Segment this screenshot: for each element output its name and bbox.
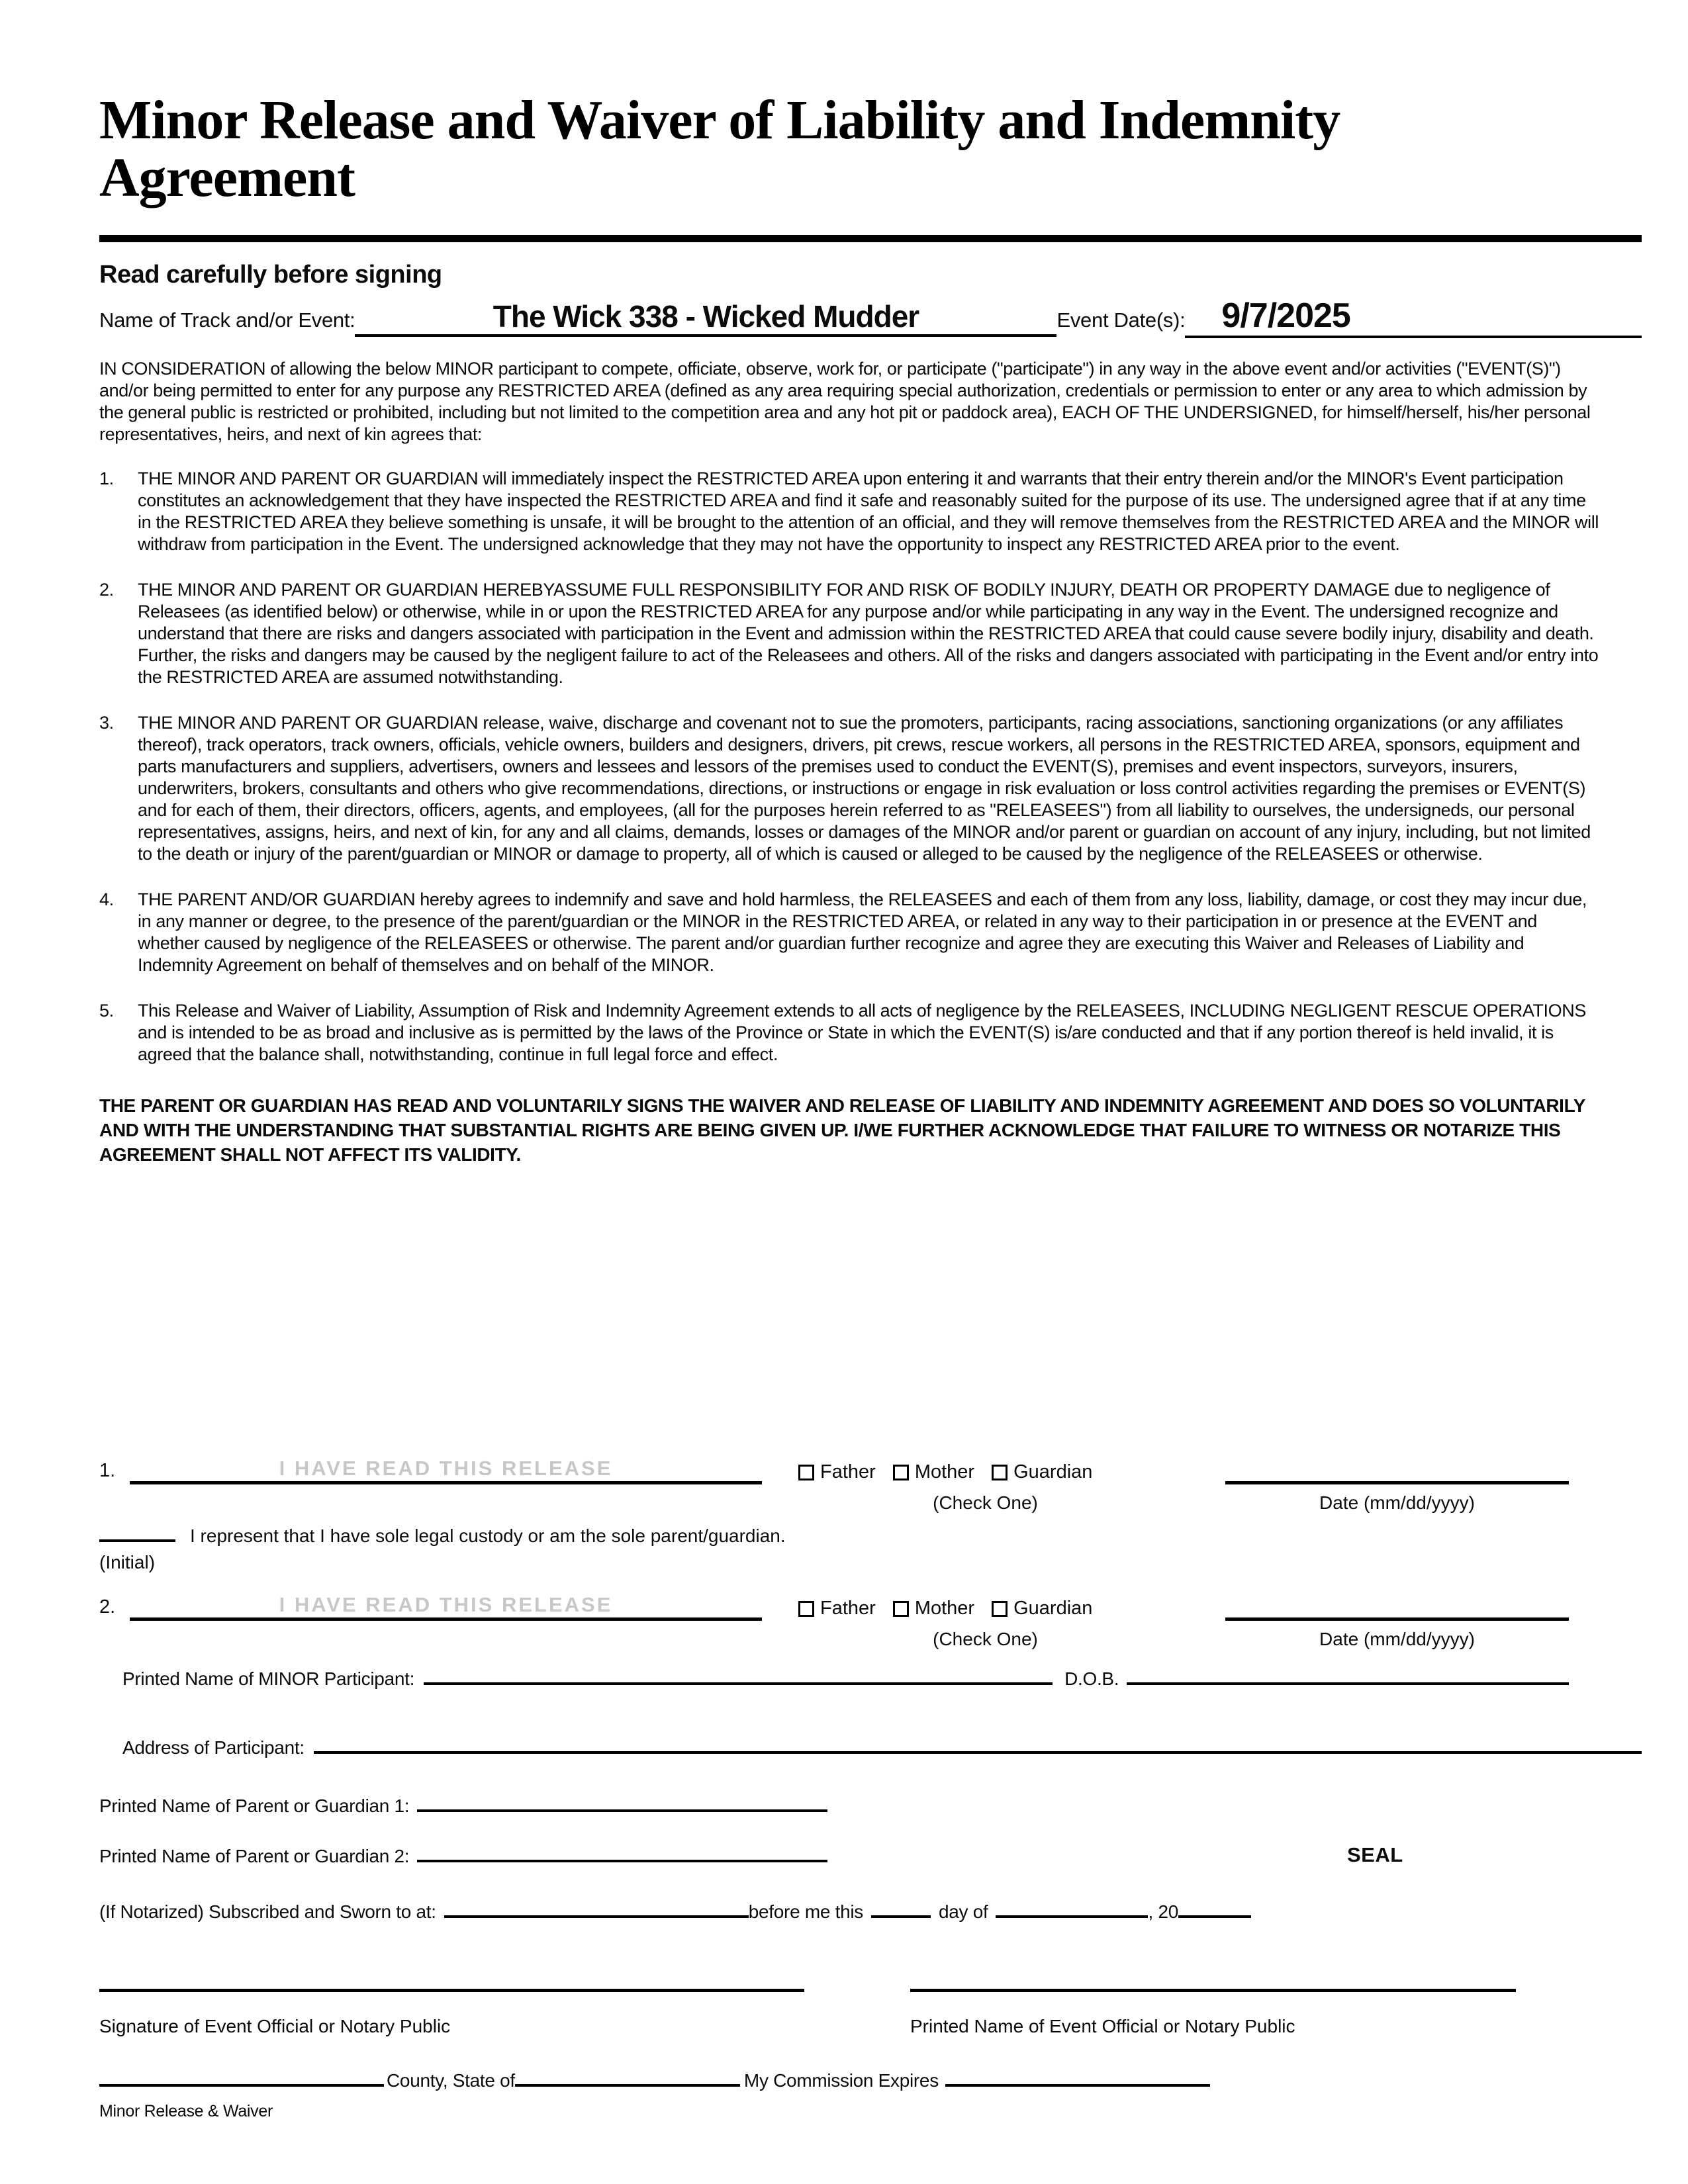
mother-checkbox-1[interactable] [893, 1465, 909, 1480]
commission-date-field[interactable] [945, 2084, 1210, 2087]
consideration-paragraph: IN CONSIDERATION of allowing the below MINOR participant to compete, officiate, observe, work for, or participate ("participate") in any way in the above event and/or activities ("EVENT(S)") and/or being permitted to enter for any purpose any RESTRICTED AREA (defined as any area requiring special authorization, credentials or permission to enter or any area to which admission by the general public is restricted or prohibited, including but not limited to the competition area and any hot pit or paddock area), EACH OF THE UNDERSIGNED, for himself/herself, his/her personal representatives, heirs, and next of kin agrees that: [99, 358, 1591, 444]
clause-3-text: THE MINOR AND PARENT OR GUARDIAN release, waive, discharge and covenant not to sue the promoters, participants, racing associations, sanctioning organizations (or any affiliates thereof), track operators, track owners, officials, vehicle owners, builders and designers, drivers, pit crews, rescue workers, all persons in the RESTRICTED AREA, sponsors, equipment and parts manufacturers and suppliers, advertisers, owners and lessees and lessors of the premises used to conduct the EVENT(S), premises and event inspectors, surveyors, insurers, underwriters, brokers, consultants and others who give recommendations, directions, or instructions or engage in risk evaluation or loss control activities regarding the premises or EVENT(S) and for each of them, their directors, officers, agents, and employees, (all for the purposes herein referred to as "RELEASEES") from all liability to ourselves, the undersigneds, our personal representatives, assigns, heirs, and next of kin, for any and all claims, demands, losses or damages of the MINOR and/or parent or guardian on account of any injury, including, but not limited to the death or injury of the parent/guardian or MINOR or damage to property, all of which is caused or alleged to be caused by the negligence of the RELEASEES or otherwise. [138, 712, 1591, 864]
father-checkbox-1[interactable] [798, 1465, 814, 1480]
relationship-checkboxes-2 [762, 1598, 1172, 1621]
clause-5-text: This Release and Waiver of Liability, Assumption of Risk and Indemnity Agreement extends to all acts of negligence by the RELEASEES, INCLUDING NEGLIGENT RESCUE OPERATIONS and is intended to be as broad and inclusive as is permitted by the laws of the Province or State in which the EVENT(S) is/are conducted and that if any portion thereof is held invalid, it is agreed that the balance shall, notwithstanding, continue in full legal force and effect. [138, 1000, 1586, 1064]
mother-option-2 [893, 1598, 974, 1619]
clause-5 [99, 1000, 1642, 1066]
mother-checkbox-label-2: Mother [914, 1598, 975, 1619]
parent-signature-row-2 [99, 1582, 1642, 1650]
initial-line[interactable] [99, 1539, 175, 1542]
official-lines-row [99, 1980, 1642, 1992]
notarized-row [99, 1901, 1642, 1923]
month-field[interactable] [996, 1915, 1148, 1918]
guardian-1-name-field[interactable] [417, 1809, 827, 1812]
document-body [99, 0, 1642, 1167]
signature-watermark-2: I HAVE READ THIS RELEASE [279, 1593, 613, 1616]
county-field[interactable] [99, 2084, 384, 2087]
clause-3-number: 3. [99, 712, 114, 733]
parent-signature-line-1[interactable] [130, 1446, 762, 1484]
dob-field[interactable] [1127, 1682, 1569, 1685]
initial-label: (Initial) [99, 1552, 156, 1572]
notary-section [99, 1980, 1642, 2121]
state-field[interactable] [515, 2084, 740, 2087]
official-labels-row [99, 2016, 1642, 2037]
guardian-checkbox-2[interactable] [992, 1601, 1008, 1617]
acknowledgement-notice: THE PARENT OR GUARDIAN HAS READ AND VOLUNTARILY SIGNS THE WAIVER AND RELEASE OF LIABILITY AND INDEMNITY AGREEMENT AND DOES SO VOLUNTARILY AND WITH THE UNDERSTANDING THAT SUBSTANTIAL RIGHTS ARE BEING GIVEN UP. I/WE FURTHER ACKNOWLEDGE THAT FAILURE TO WITNESS OR NOTARIZE THIS AGREEMENT SHALL NOT AFFECT ITS VALIDITY. [99, 1095, 1585, 1165]
clause-5-number: 5. [99, 1000, 114, 1021]
track-event-value: The Wick 338 - Wicked Mudder [492, 298, 919, 334]
event-dates-label: Event Date(s): [1056, 308, 1186, 332]
minor-name-row [99, 1668, 1642, 1690]
guardian-2-name-field[interactable] [417, 1860, 827, 1862]
date-format-hint-2: Date (mm/dd/yyyy) [1319, 1629, 1475, 1649]
clause-1-text: THE MINOR AND PARENT OR GUARDIAN will immediately inspect the RESTRICTED AREA upon entering it and warrants that their entry therein and/or the MINOR's Event participation constitutes an acknowledgement that they have inspected the RESTRICTED AREA and find it safe and reasonably suited for the purpose of its use. The undersigned agree that if at any time in the RESTRICTED AREA they believe something is unsafe, it will be brought to the attention of an official, and they will remove themselves from the RESTRICTED AREA and the MINOR will withdraw from participation in the Event. The undersigned acknowledge that they may not have the opportunity to inspect any RESTRICTED AREA prior to the event. [138, 468, 1599, 554]
sole-custody-row [99, 1525, 1642, 1547]
official-signature-line[interactable] [99, 1980, 804, 1992]
clause-4 [99, 889, 1642, 976]
guardian-checkbox-1[interactable] [992, 1465, 1008, 1480]
official-printed-name-label: Printed Name of Event Official or Notary Public [910, 2016, 1295, 2036]
guardian-1-label: Printed Name of Parent or Guardian 1: [99, 1796, 410, 1816]
county-state-label: County, State of [387, 2070, 515, 2091]
sworn-location-field[interactable] [444, 1915, 749, 1918]
clause-list [99, 468, 1642, 1066]
mother-checkbox-2[interactable] [893, 1601, 909, 1617]
signature-watermark-1: I HAVE READ THIS RELEASE [279, 1457, 613, 1480]
track-event-row [99, 296, 1642, 338]
event-dates-value: 9/7/2025 [1221, 296, 1350, 335]
day-number-field[interactable] [871, 1915, 931, 1918]
clause-2 [99, 579, 1642, 688]
signature-2-number: 2. [99, 1596, 116, 1617]
guardian-checkbox-label-1: Guardian [1013, 1461, 1093, 1482]
father-checkbox-label-1: Father [820, 1461, 876, 1482]
check-one-hint-1: (Check One) [933, 1492, 1038, 1513]
seal-label: SEAL [1347, 1843, 1403, 1866]
title-divider [99, 235, 1642, 242]
guardian-2-label: Printed Name of Parent or Guardian 2: [99, 1846, 410, 1866]
clause-2-number: 2. [99, 579, 114, 600]
address-row [99, 1737, 1642, 1758]
guardian-option-2 [992, 1598, 1092, 1619]
father-checkbox-2[interactable] [798, 1601, 814, 1617]
commission-row [99, 2070, 1642, 2091]
year-field[interactable] [1178, 1915, 1251, 1918]
mother-checkbox-label-1: Mother [914, 1461, 975, 1482]
minor-name-label: Printed Name of MINOR Participant: [122, 1668, 415, 1689]
day-of-label: day of [939, 1901, 988, 1922]
commission-expires-label: My Commission Expires [743, 2070, 939, 2091]
signature-1-number: 1. [99, 1460, 116, 1481]
year-prefix-label: , 20 [1148, 1901, 1178, 1922]
father-option-2 [798, 1598, 876, 1619]
signature-section [99, 1446, 1642, 1923]
notarized-label: (If Notarized) Subscribed and Sworn to at: [99, 1901, 436, 1922]
page-title: Minor Release and Waiver of Liability and Indemnity Agreement [99, 89, 1340, 209]
father-checkbox-label-2: Father [820, 1598, 876, 1619]
parent-signature-line-2[interactable] [130, 1582, 762, 1621]
parent-signature-row-1 [99, 1446, 1642, 1514]
check-one-hint-2: (Check One) [933, 1629, 1038, 1649]
official-signature-label: Signature of Event Official or Notary Public [99, 2016, 451, 2036]
track-event-label: Name of Track and/or Event: [99, 308, 355, 332]
official-printed-name-line[interactable] [910, 1980, 1516, 1992]
read-carefully-heading: Read carefully before signing [99, 260, 442, 289]
minor-name-field[interactable] [424, 1682, 1053, 1685]
guardian-checkbox-label-2: Guardian [1013, 1598, 1093, 1619]
father-option-1 [798, 1461, 876, 1483]
guardian-2-row [99, 1846, 1642, 1867]
sole-custody-statement: I represent that I have sole legal custody or am the sole parent/guardian. [190, 1525, 786, 1546]
signature-date-line-2[interactable] [1225, 1617, 1569, 1621]
clause-2-text: THE MINOR AND PARENT OR GUARDIAN HEREBYASSUME FULL RESPONSIBILITY FOR AND RISK OF BODILY INJURY, DEATH OR PROPERTY DAMAGE due to negligence of Releasees (as identified below) or otherwise, while in or upon the RESTRICTED AREA for any purpose and/or while participating in any way in the Event. The undersigned recognize and understand that there are risks and dangers associated with participation in the Event and admission within the RESTRICTED AREA that could cause severe bodily injury, disability and death. Further, the risks and dangers may be caused by the negligent failure to act of the Releasees and others. All of the risks and dangers associated with participating in the Event and/or entry into the RESTRICTED AREA are assumed notwithstanding. [138, 579, 1599, 687]
clause-4-text: THE PARENT AND/OR GUARDIAN hereby agrees to indemnify and save and hold harmless, the RELEASEES and each of them from any loss, liability, damage, or cost they may incur due, in any manner or degree, to the presence of the parent/guardian or the MINOR in the RESTRICTED AREA, or related in any way to their participation in or presence at the EVENT and whether caused by negligence of the RELEASEES or otherwise. The parent and/or guardian further recognize and agree they are executing this Waiver and Releases of Liability and Indemnity Agreement on behalf of themselves and on behalf of the MINOR. [138, 889, 1587, 975]
guardian-1-row [99, 1796, 1642, 1817]
address-label: Address of Participant: [122, 1737, 305, 1758]
signature-date-line-1[interactable] [1225, 1481, 1569, 1484]
mother-option-1 [893, 1461, 974, 1483]
before-me-label: before me this [748, 1901, 863, 1922]
clause-3 [99, 712, 1642, 865]
event-dates-field[interactable] [1185, 296, 1642, 338]
address-field[interactable] [314, 1751, 1642, 1754]
relationship-checkboxes-1 [762, 1461, 1172, 1484]
clause-4-number: 4. [99, 889, 114, 909]
clause-1-number: 1. [99, 468, 114, 488]
clause-1 [99, 468, 1642, 555]
document-footer: Minor Release & Waiver [99, 2102, 273, 2120]
dob-label: D.O.B. [1064, 1668, 1119, 1689]
guardian-option-1 [992, 1461, 1092, 1483]
track-event-field[interactable] [355, 298, 1056, 337]
date-format-hint-1: Date (mm/dd/yyyy) [1319, 1492, 1475, 1513]
